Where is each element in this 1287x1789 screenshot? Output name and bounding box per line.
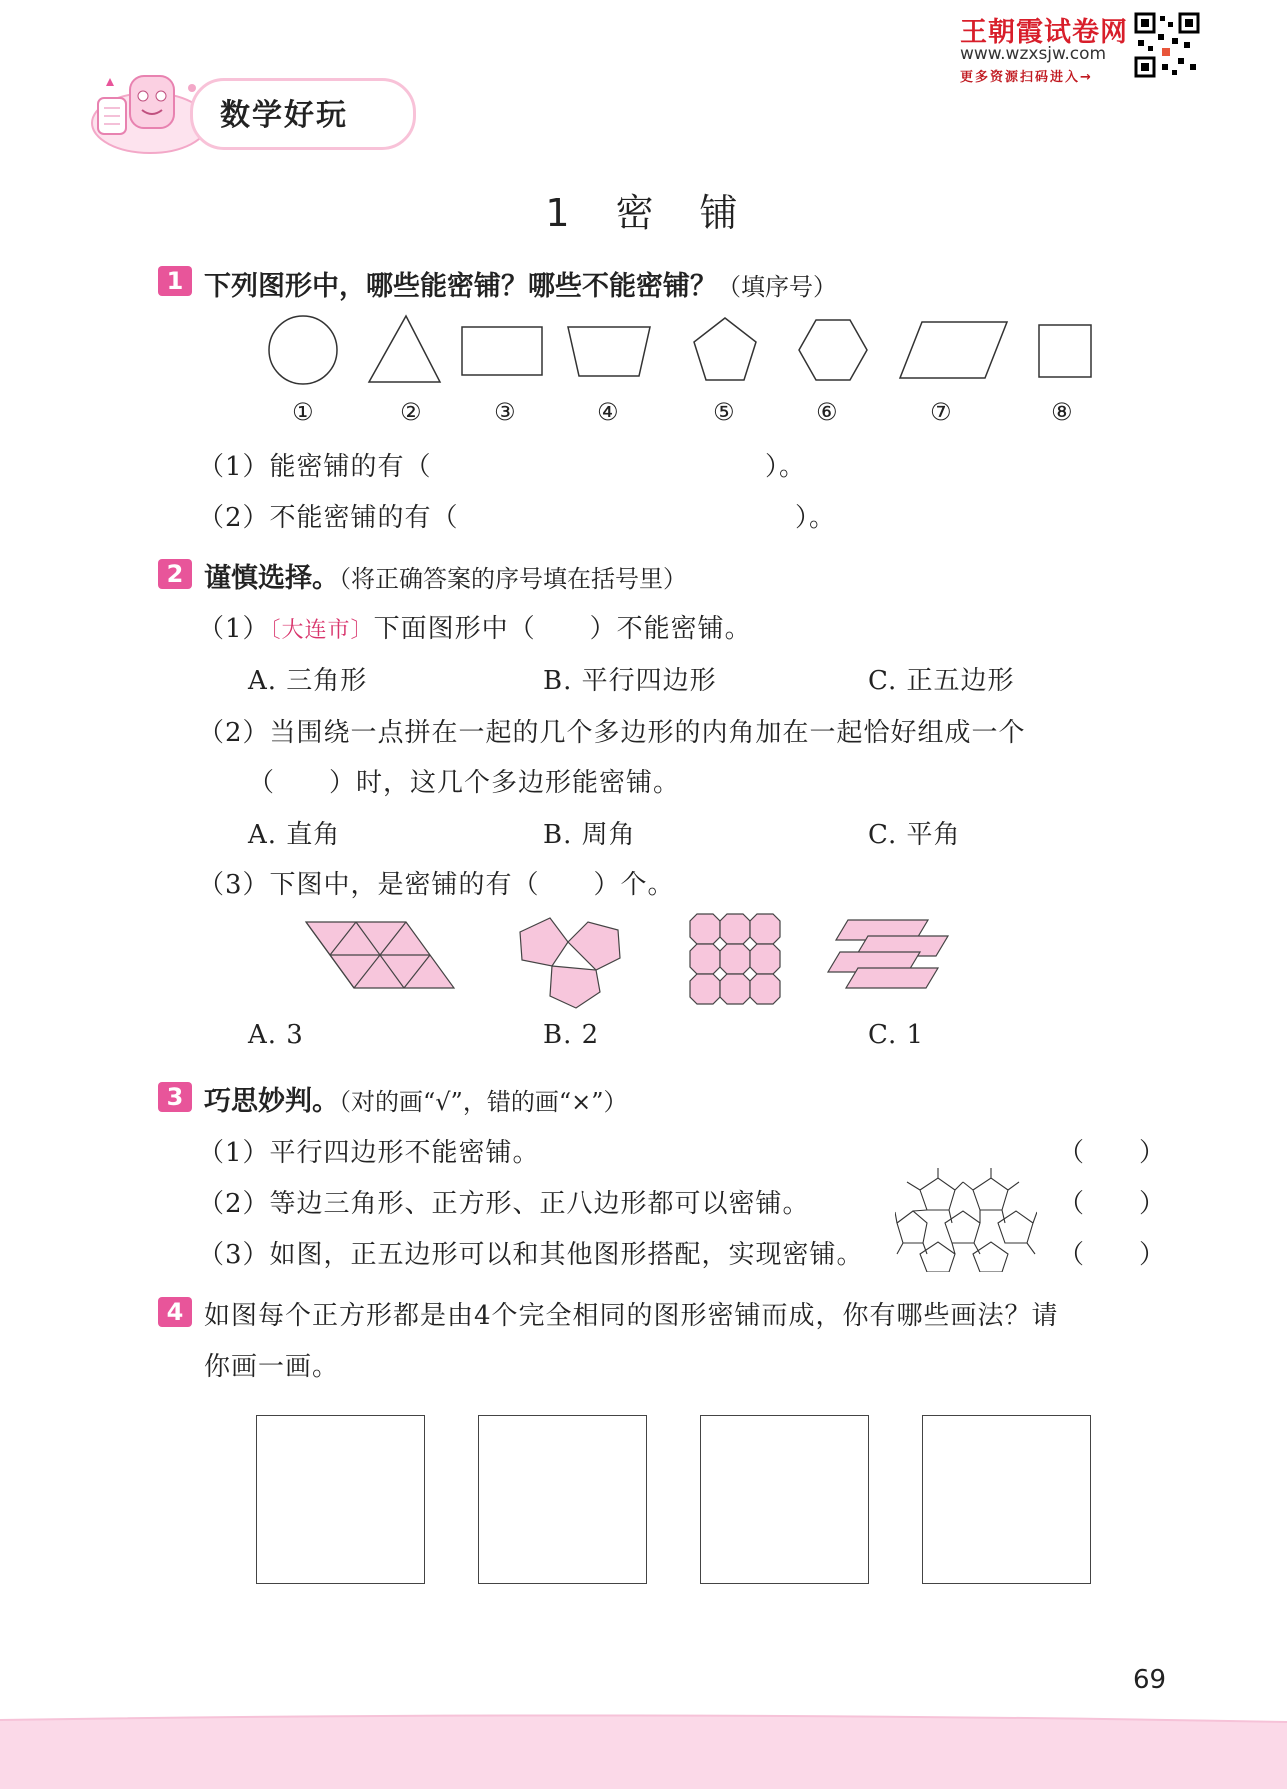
trapezoid-shape	[568, 327, 650, 376]
q1-shapes	[255, 310, 1115, 430]
header-banner	[80, 68, 410, 158]
q1-sub1-end: ）。	[765, 452, 807, 482]
q2-p3-option-a[interactable]: A. 3	[248, 1020, 304, 1050]
q1-answer-blank-1[interactable]	[420, 446, 760, 480]
octagon-square-tiling-figure	[690, 914, 780, 1004]
q1-sub2-end: ）。	[795, 503, 837, 533]
qr-code-icon[interactable]	[1134, 12, 1200, 78]
q2-p2-option-c[interactable]: C. 平角	[868, 820, 961, 850]
circle-shape	[269, 316, 337, 384]
pentagon-cluster-figure	[520, 918, 620, 1008]
q2-part2-line1: （2）当围绕一点拼在一起的几个多边形的内角加在一起恰好组成一个	[198, 718, 1026, 748]
brand-block	[958, 8, 1258, 83]
q1-title	[204, 264, 837, 303]
shape-label-5: ⑤	[713, 398, 735, 426]
drawing-square-2[interactable]	[478, 1415, 647, 1584]
section-badge: 数学好玩	[220, 98, 348, 133]
q2-tiling-figures	[300, 910, 960, 1010]
parallelogram-shape	[900, 322, 1007, 378]
q1-number-badge: 1	[158, 266, 192, 296]
pentagon-shape	[694, 318, 756, 380]
q4-line-1: 如图每个正方形都是由4个完全相同的图形密铺而成，你有哪些画法？请	[204, 1301, 1059, 1331]
q3-title-note: （对的画“√”，错的画“×”）	[339, 1088, 628, 1116]
region-tag: 〔大连市〕	[269, 618, 374, 643]
q2-p3-option-c[interactable]: C. 1	[868, 1020, 925, 1050]
q2-part1-text: 下面图形中（ ）不能密铺。	[373, 614, 752, 644]
triangle-shape	[369, 316, 440, 382]
brand-url: www.wzxsjw.com	[960, 44, 1107, 64]
shape-label-8: ⑧	[1051, 398, 1073, 426]
q2-title-text: 谨慎选择。	[204, 563, 339, 594]
drawing-square-1[interactable]	[256, 1415, 425, 1584]
drawing-square-3[interactable]	[700, 1415, 869, 1584]
q3-answer-2[interactable]: （ ）	[1058, 1189, 1167, 1219]
q3-item-2: （2）等边三角形、正方形、正八边形都可以密铺。	[198, 1189, 810, 1219]
q2-number-badge: 2	[158, 559, 192, 589]
q2-part1-prefix: （1）	[198, 614, 270, 644]
q3-answer-3[interactable]: （ ）	[1058, 1240, 1167, 1270]
q3-item-1: （1）平行四边形不能密铺。	[198, 1138, 540, 1168]
q4-number-badge: 4	[158, 1297, 192, 1327]
page-number: 69	[1133, 1665, 1167, 1695]
q1-sub1: （1）能密铺的有（	[198, 452, 432, 482]
shape-label-4: ④	[597, 398, 619, 426]
footer-band	[0, 1700, 1287, 1789]
q1-sub2: （2）不能密铺的有（	[198, 503, 459, 533]
q3-answer-1[interactable]: （ ）	[1058, 1138, 1167, 1168]
q1-title-text: 下列图形中，哪些能密铺？哪些不能密铺？	[204, 271, 717, 302]
q2-part2-line2: （ ）时，这几个多边形能密铺。	[248, 768, 681, 798]
shape-label-3: ③	[494, 398, 516, 426]
q3-title	[204, 1079, 627, 1118]
drawing-square-4[interactable]	[922, 1415, 1091, 1584]
shape-label-6: ⑥	[816, 398, 838, 426]
q4-line-2: 你画一画。	[204, 1352, 340, 1382]
shape-label-2: ②	[400, 398, 422, 426]
q2-part1	[198, 608, 752, 645]
square-shape	[1039, 325, 1091, 377]
q1-answer-blank-2[interactable]	[445, 497, 785, 531]
q2-title	[204, 556, 687, 595]
q2-part3: （3）下图中，是密铺的有（ ）个。	[198, 870, 675, 900]
shape-label-1: ①	[292, 398, 314, 426]
shape-label-7: ⑦	[930, 398, 952, 426]
q2-p2-option-b[interactable]: B. 周角	[543, 820, 636, 850]
brand-slogan: 更多资源扫码进入→	[960, 70, 1093, 85]
q3-title-text: 巧思妙判。	[204, 1086, 339, 1117]
triangle-tiling-figure	[306, 922, 454, 988]
overlapping-parallelograms-figure	[828, 920, 948, 988]
rectangle-shape	[462, 327, 542, 375]
q1-title-note: （填序号）	[717, 273, 837, 301]
pentagon-star-tiling-figure	[895, 1168, 1037, 1272]
q3-item-3: （3）如图，正五边形可以和其他图形搭配，实现密铺。	[198, 1240, 864, 1270]
q2-p1-option-c[interactable]: C. 正五边形	[868, 666, 1015, 696]
q2-p1-option-a[interactable]: A. 三角形	[248, 666, 368, 696]
q2-p3-option-b[interactable]: B. 2	[543, 1020, 600, 1050]
q2-title-note: （将正确答案的序号填在括号里）	[339, 565, 687, 593]
hexagon-shape	[799, 320, 867, 380]
q3-number-badge: 3	[158, 1082, 192, 1112]
brand-title: 王朝霞试卷网	[960, 17, 1128, 48]
q2-p2-option-a[interactable]: A. 直角	[248, 820, 341, 850]
q2-p1-option-b[interactable]: B. 平行四边形	[543, 666, 717, 696]
lesson-title: 1 密 铺	[545, 191, 742, 235]
